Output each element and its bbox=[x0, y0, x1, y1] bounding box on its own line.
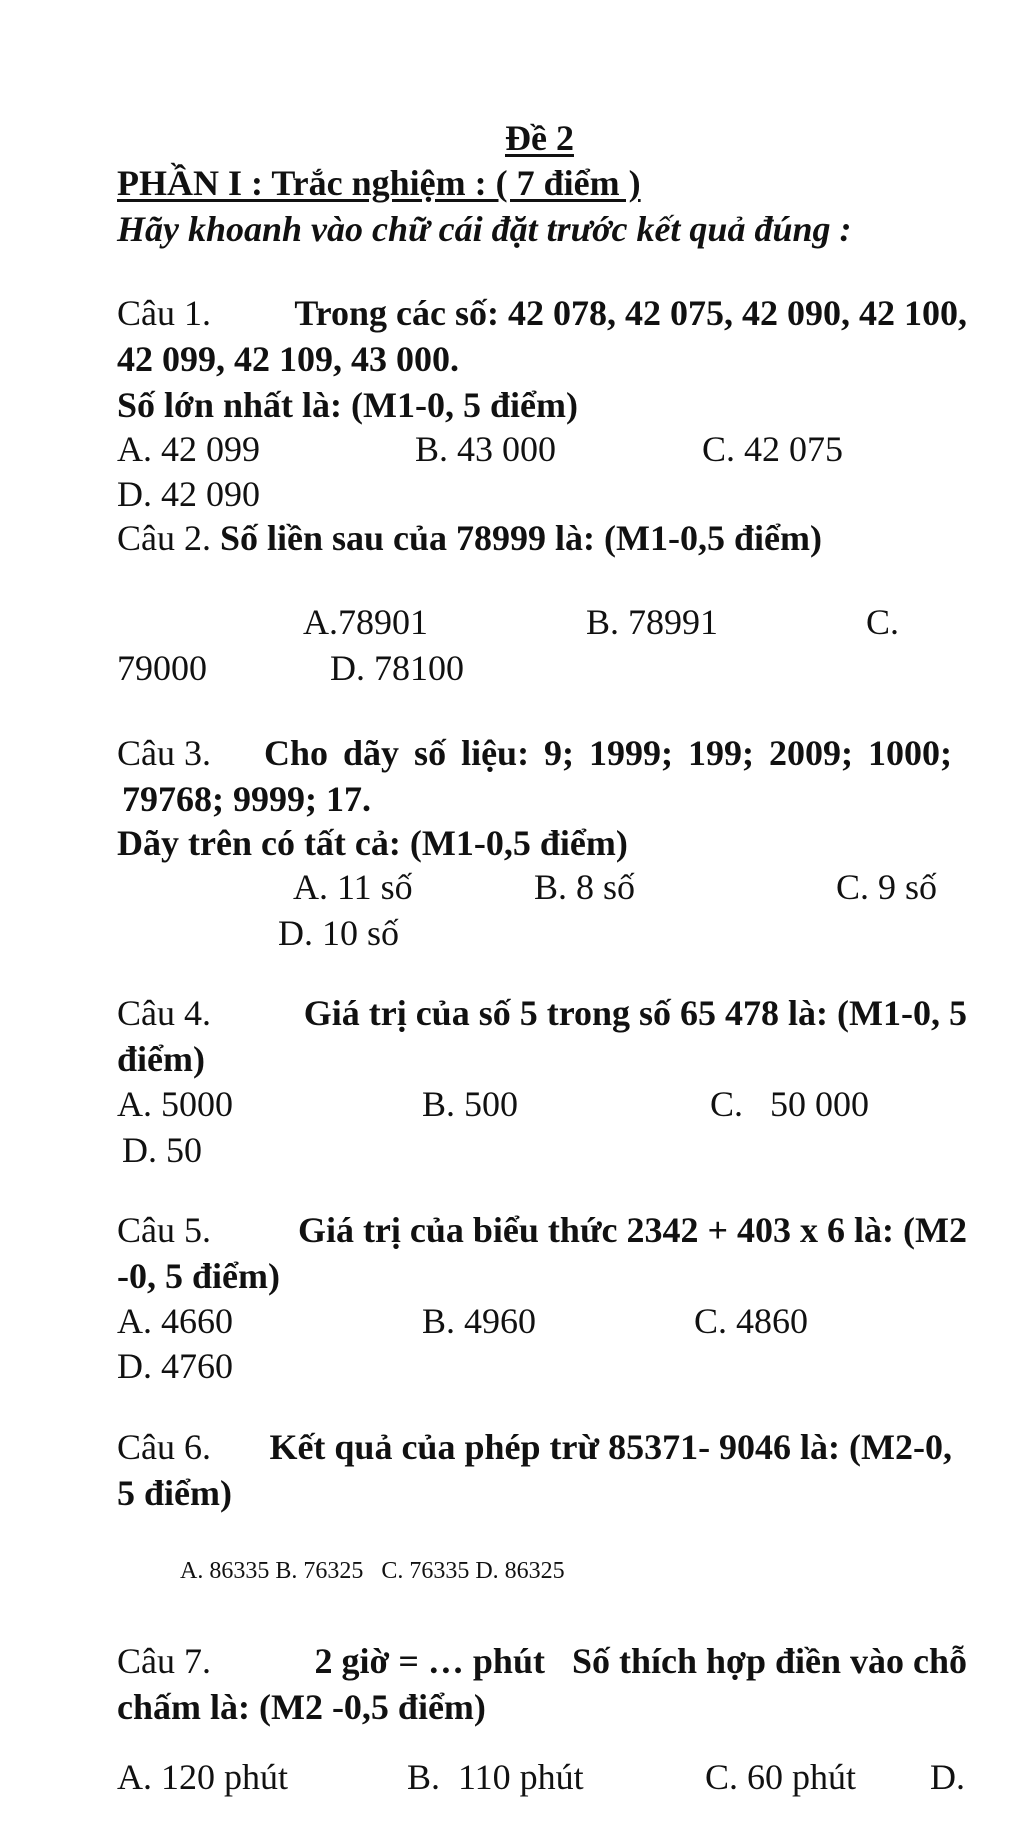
page-title: Đề 2 bbox=[505, 118, 574, 158]
q1-option-c: C. 42 075 bbox=[702, 429, 844, 469]
q7-line1 bbox=[117, 1640, 967, 1682]
q3-label: Câu 3. bbox=[117, 733, 211, 773]
q3-option-d: D. 10 số bbox=[278, 913, 400, 953]
section-heading: PHẦN I : Trắc nghiệm : ( 7 điểm ) bbox=[117, 163, 641, 203]
q7-line2: chấm là: (M2 -0,5 điểm) bbox=[117, 1687, 486, 1727]
q5-option-c: C. 4860 bbox=[694, 1301, 809, 1341]
q1-text: Trong các số: 42 078, 42 075, 42 090, 42 100, bbox=[294, 293, 967, 333]
q2-text: Số liền sau của 78999 là: (M1-0,5 điểm) bbox=[220, 518, 822, 558]
q4-text: Giá trị của số 5 trong số 65 478 là: (M1-0, 5 bbox=[303, 993, 967, 1033]
q6-line1 bbox=[117, 1426, 952, 1468]
q1-line2: 42 099, 42 109, 43 000. bbox=[117, 339, 459, 379]
q4-option-c: C. 50 000 bbox=[710, 1084, 870, 1124]
q1-line1 bbox=[117, 292, 967, 334]
q7-option-c: C. 60 phút bbox=[705, 1757, 857, 1797]
q4-option-b: B. 500 bbox=[422, 1084, 519, 1124]
q4-line1 bbox=[117, 992, 967, 1034]
q3-option-c: C. 9 số bbox=[836, 867, 938, 907]
q3-line1 bbox=[117, 732, 952, 774]
q5-option-d: D. 4760 bbox=[117, 1346, 233, 1386]
q5-line1 bbox=[117, 1209, 967, 1251]
q5-label: Câu 5. bbox=[117, 1210, 211, 1250]
q3-text: Cho dãy số liệu: 9; 1999; 199; 2009; 1000; bbox=[264, 733, 952, 773]
q2-option-d: D. 78100 bbox=[330, 648, 464, 688]
q2-line bbox=[117, 517, 822, 559]
q6-options: A. 86335 B. 76325 C. 76335 D. 86325 bbox=[180, 1558, 565, 1584]
q4-option-d: D. 50 bbox=[122, 1130, 202, 1170]
q5-option-b: B. 4960 bbox=[422, 1301, 537, 1341]
q4-option-a: A. 5000 bbox=[117, 1084, 233, 1124]
q2-label: Câu 2. bbox=[117, 518, 211, 558]
q2-option-b: B. 78991 bbox=[586, 602, 719, 642]
q5-line2: -0, 5 điểm) bbox=[117, 1256, 280, 1296]
q7-text: 2 giờ = … phút Số thích hợp điền vào chỗ bbox=[314, 1641, 967, 1681]
q1-option-b: B. 43 000 bbox=[415, 429, 557, 469]
q7-label: Câu 7. bbox=[117, 1641, 211, 1681]
q7-option-a: A. 120 phút bbox=[117, 1757, 288, 1797]
q1-option-a: A. 42 099 bbox=[117, 429, 260, 469]
q2-option-c: C. bbox=[866, 602, 900, 642]
q3-line3: Dãy trên có tất cả: (M1-0,5 điểm) bbox=[117, 823, 628, 863]
q6-line2: 5 điểm) bbox=[117, 1473, 232, 1513]
q3-option-a: A. 11 số bbox=[293, 867, 413, 907]
q7-option-d: D. bbox=[930, 1757, 965, 1797]
q3-option-b: B. 8 số bbox=[534, 867, 636, 907]
q5-text: Giá trị của biểu thức 2342 + 403 x 6 là: (M2 bbox=[297, 1210, 967, 1250]
q7-option-b: B. 110 phút bbox=[407, 1757, 584, 1797]
q6-label: Câu 6. bbox=[117, 1427, 211, 1467]
q5-option-a: A. 4660 bbox=[117, 1301, 233, 1341]
q2-option-a: A.78901 bbox=[303, 602, 428, 642]
q4-label: Câu 4. bbox=[117, 993, 211, 1033]
section-instruction: Hãy khoanh vào chữ cái đặt trước kết quả đúng : bbox=[117, 209, 852, 249]
q1-line3: Số lớn nhất là: (M1-0, 5 điểm) bbox=[117, 385, 578, 425]
q3-line2: 79768; 9999; 17. bbox=[122, 779, 371, 819]
q4-line2: điểm) bbox=[117, 1039, 205, 1079]
q1-option-d: D. 42 090 bbox=[117, 474, 260, 514]
q6-text: Kết quả của phép trừ 85371- 9046 là: (M2-0, bbox=[269, 1427, 952, 1467]
q1-label: Câu 1. bbox=[117, 293, 211, 333]
q2-option-c-value: 79000 bbox=[117, 648, 207, 688]
